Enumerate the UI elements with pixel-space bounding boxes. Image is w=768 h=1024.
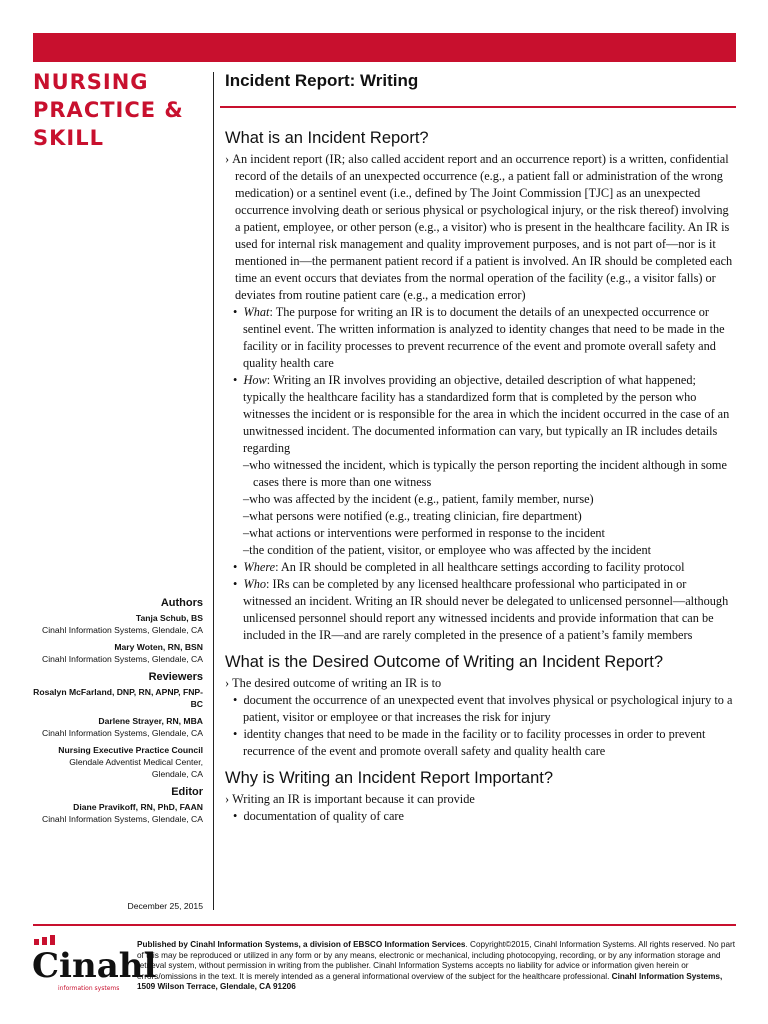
footer-rule [33,924,736,926]
bullet-label: What [243,305,270,319]
footer-address: Cinahl Information Systems, 1509 Wilson Terrace, Glendale, CA 91206 [137,971,723,992]
cinahl-logo [30,935,157,995]
main-content [225,128,737,833]
bullet-where [225,559,737,576]
detail-item: – what persons were notified (e.g., treating clinician, fire department) [225,508,737,525]
bullet-what [225,304,737,372]
section-heading: What is the Desired Outcome of Writing an Incident Report? [225,653,664,671]
bullet-item: • documentation of quality of care [225,808,737,825]
section-intro: › Writing an IR is important because it can provide [225,791,737,808]
footer-publisher: Published by Cinahl Information Systems, a division of EBSCO Information Services [137,940,466,949]
reviewers-block [33,671,203,780]
detail-item: – who witnessed the incident, which is typically the person reporting the incident although in some cases there is more than one witness [225,457,737,491]
column-divider [213,72,214,910]
bullet-label: Where [243,560,276,574]
section-desired-outcome [225,652,737,760]
title-rule [220,106,736,108]
brand-line-2: PRACTICE & [33,98,184,122]
editor-name: Diane Pravikoff, RN, PhD, FAAN [73,802,203,812]
reviewer-name: Nursing Executive Practice Council [58,745,203,755]
bullet-text: : The purpose for writing an IR is to document the details of an unexpected occurrence or sentinel event. The written information is analyzed to identity changes that need to be made in the facility or in facility processes to prevent recurrence of the event and promote overall safety and quality health care [243,305,725,370]
header-red-bar [33,33,736,62]
bullet-how [225,372,737,457]
credits-sidebar [33,597,203,831]
author-affiliation: Cinahl Information Systems, Glendale, CA [42,654,203,664]
reviewer-affiliation: Glendale Adventist Medical Center, Glendale, CA [69,757,203,779]
editor-affiliation: Cinahl Information Systems, Glendale, CA [42,814,203,824]
section-heading: Why is Writing an Incident Report Important? [225,769,554,787]
reviewer-name: Rosalyn McFarland, DNP, RN, APNP, FNP-BC [33,687,203,709]
detail-item: – what actions or interventions were performed in response to the incident [225,525,737,542]
footer-body: . Copyright©2015, Cinahl Information Systems. All rights reserved. No part of this may be reproduced or utilized in any form or by any means, electronic or mechanical, including photocopying, recording, or by any information storage and retrieval system, without permission in writing from the publisher. Cinahl Information Systems accepts no liability for advice or information given herein or errors/omissions in the text. It is merely intended as a general informational overview of the subject for the healthcare professional. [137,940,735,981]
logo-tagline: information systems [58,985,120,992]
logo-text: Cinahl [32,946,157,986]
reviewer-affiliation: Cinahl Information Systems, Glendale, CA [42,728,203,738]
author-name: Mary Woten, RN, BSN [114,642,203,652]
section-what-is [225,128,737,644]
editor-block [33,786,203,825]
bullet-text: : An IR should be completed in all healthcare settings according to facility protocol [275,560,685,574]
section-intro: › An incident report (IR; also called accident report and an occurrence report) is a written, confidential record of the details of an unexpected occurrence (e.g., a patient fall or administration of the wrong medication) or a sentinel event (i.e., defined by The Joint Commission [TJC] as an unexpected occurrence involving death or serious physical or psychological injury, or the risk thereof) involving a patient, employee, or other person (e.g., a visitor) who is present in the healthcare facility. An IR is used for internal risk management and quality improvement purposes, and is not part of—nor is it mentioned in—the permanent patient record if a patient is involved. An IR should be completed each time an event occurs that deviates from the normal operation of the facility (e.g., a visitor falls) or deviates from routine patient care (e.g., a medication error) [225,151,737,304]
author-affiliation: Cinahl Information Systems, Glendale, CA [42,625,203,635]
publication-date: December 25, 2015 [127,901,203,911]
authors-block [33,597,203,665]
authors-heading: Authors [160,597,203,609]
author-name: Tanja Schub, BS [135,613,203,623]
document-title: Incident Report: Writing [225,71,419,90]
section-intro: › The desired outcome of writing an IR is to [225,675,737,692]
detail-item: – the condition of the patient, visitor, or employee who was affected by the incident [225,542,737,559]
detail-item: – who was affected by the incident (e.g., patient, family member, nurse) [225,491,737,508]
bullet-label: Who [243,577,267,591]
brand-line-3: SKILL [33,126,104,150]
bullet-label: How [243,373,267,387]
reviewer-name: Darlene Strayer, RN, MBA [98,716,203,726]
bullet-item: • document the occurrence of an unexpected event that involves physical or psychological injury to a patient, visitor or employee or that increases the risk for injury [225,692,737,726]
bullet-who [225,576,737,644]
reviewers-heading: Reviewers [148,671,203,683]
cinahl-logo-icon [30,935,157,995]
section-importance [225,768,737,825]
editor-heading: Editor [171,786,203,798]
bullet-item: • identity changes that need to be made in the facility or to facility processes in order to prevent recurrence of the event and promote overall safety and quality health care [225,726,737,760]
section-heading: What is an Incident Report? [225,129,429,147]
bullet-text: : Writing an IR involves providing an objective, detailed description of what happened; typically the healthcare facility has a standardized form that is completed by the person who witnesses the incident or is responsible for the area in which the incident occurred in the case of an unwitnessed incident. The documented information can vary, but typically an IR includes details regarding [243,373,730,455]
brand-line-1: NURSING [33,70,149,94]
copyright-footer [137,940,737,993]
bullet-text: : IRs can be completed by any licensed healthcare professional who participated in or witnessed an incident. Writing an IR should never be delegated to unlicensed personnel—although unlicensed personnel should report any witnessed incidents and provide information that can be included in the IR—and are rarely completed in the presence of a patient’s family members [243,577,729,642]
brand-title [33,68,213,152]
